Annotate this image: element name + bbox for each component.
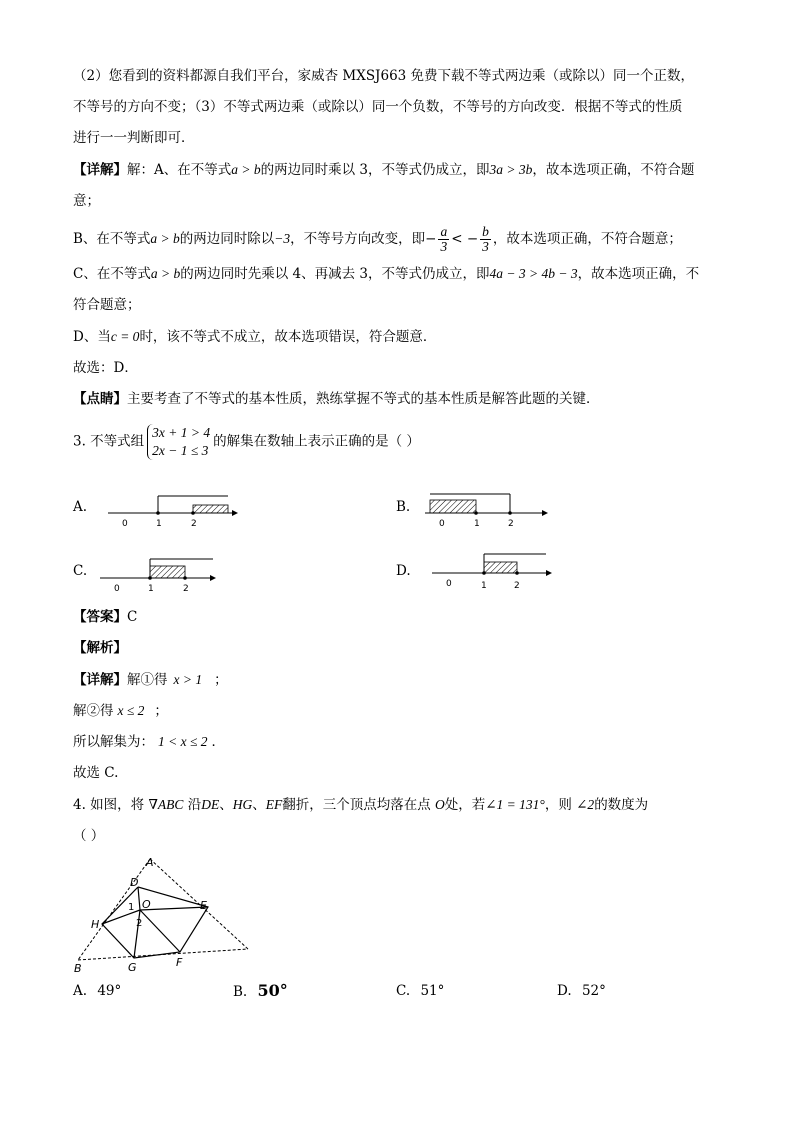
option-label: D. bbox=[557, 983, 572, 999]
text: 翻折，三个顶点均落在点 bbox=[282, 797, 435, 813]
text-line: 进行一一判断即可． bbox=[73, 130, 195, 146]
point bbox=[148, 576, 152, 580]
math: EF bbox=[265, 797, 283, 812]
arrow bbox=[546, 570, 552, 576]
hatched-region bbox=[193, 505, 228, 513]
question-4 bbox=[73, 795, 648, 815]
label-2: 2 bbox=[136, 918, 143, 929]
option-value: 51° bbox=[420, 983, 445, 999]
text-line: 故选 C. bbox=[73, 765, 119, 781]
text: 主要考查了不等式的基本性质，熟练掌握不等式的基本性质是解答此题的关键． bbox=[127, 391, 600, 407]
tick-label: 0 bbox=[446, 579, 452, 589]
segment-fo bbox=[140, 910, 180, 952]
eq1: 3x + 1 > 4 bbox=[152, 425, 211, 440]
hatched-region bbox=[150, 566, 185, 578]
label-a: A bbox=[146, 856, 154, 869]
math: HG bbox=[232, 797, 253, 812]
text: 的数度为 bbox=[594, 797, 649, 813]
question-3 bbox=[73, 424, 420, 460]
option-label: C. bbox=[396, 983, 411, 999]
number-line-c bbox=[96, 552, 226, 596]
option-b-label: B. bbox=[396, 499, 411, 515]
geometry-figure bbox=[70, 852, 255, 977]
option-c-label: C. bbox=[73, 563, 88, 579]
math: a > b bbox=[150, 266, 181, 281]
option-a-label: A. bbox=[73, 499, 88, 515]
math: a > b bbox=[231, 162, 261, 177]
detail-tag: 【详解】 bbox=[73, 162, 127, 178]
detail-d bbox=[73, 327, 436, 347]
math: x > 1 bbox=[173, 672, 203, 687]
answer-tag: 【答案】 bbox=[73, 609, 127, 625]
text: B、在不等式 bbox=[73, 231, 151, 247]
fraction bbox=[438, 225, 449, 254]
text-line: 意； bbox=[73, 193, 100, 209]
comment-line bbox=[73, 389, 600, 409]
tick-label: 1 bbox=[148, 584, 154, 594]
math: ∠1 = 131° bbox=[485, 797, 545, 812]
detail-b bbox=[73, 225, 682, 254]
text: C、在不等式 bbox=[73, 266, 151, 282]
answer-line bbox=[73, 607, 137, 627]
point bbox=[515, 571, 519, 575]
point bbox=[183, 576, 187, 580]
eq2: 2x − 1 ≤ 3 bbox=[152, 443, 209, 458]
denominator: 3 bbox=[440, 239, 448, 254]
point bbox=[156, 511, 160, 515]
point bbox=[482, 571, 486, 575]
label-f: F bbox=[176, 956, 183, 969]
text: ，故本选项正确，不符合题 bbox=[532, 162, 695, 178]
tick-label: 2 bbox=[508, 519, 514, 529]
text: ，故本选项正确，不符合题意； bbox=[492, 231, 682, 247]
hatched-region bbox=[430, 500, 476, 513]
number-line-a bbox=[100, 488, 240, 530]
point bbox=[191, 511, 195, 515]
math: DE bbox=[201, 797, 220, 812]
answer: C bbox=[127, 609, 138, 625]
tick-label: 0 bbox=[439, 519, 445, 529]
q4-option-a bbox=[73, 983, 121, 999]
text: 的两边同时除以 bbox=[179, 231, 275, 247]
text-line: （ ） bbox=[73, 828, 105, 844]
option-label: A. bbox=[73, 983, 88, 999]
text: 处，若 bbox=[444, 797, 486, 813]
label-1: 1 bbox=[128, 902, 135, 913]
hatched-region bbox=[484, 562, 517, 573]
tick-label: 2 bbox=[183, 584, 189, 594]
text: 沿 bbox=[183, 797, 202, 813]
label-e: E bbox=[200, 899, 207, 912]
comment-tag: 【点睛】 bbox=[73, 391, 127, 407]
option-value: 52° bbox=[581, 983, 606, 999]
inequality-system bbox=[147, 424, 210, 460]
tick-label: 0 bbox=[114, 584, 120, 594]
text: 的两边同时先乘以 4、再减去 3，不等式仍成立，即 bbox=[180, 266, 490, 282]
analysis-tag: 【解析】 bbox=[73, 640, 127, 656]
math: O bbox=[435, 797, 445, 812]
arrow bbox=[542, 510, 548, 516]
arrow bbox=[232, 510, 238, 516]
solution-3 bbox=[73, 732, 225, 752]
numerator: a bbox=[440, 224, 448, 239]
solution-2 bbox=[73, 701, 168, 721]
text: 所以解集为： bbox=[73, 734, 154, 750]
point bbox=[508, 511, 512, 515]
number-line-d bbox=[428, 550, 558, 596]
q4-option-c bbox=[396, 983, 444, 999]
point bbox=[474, 511, 478, 515]
text-line: （2）您看到的资料都源自我们平台，家威杏 MXSJ663 免费下载不等式两边乘（或除以）同一个正数， bbox=[73, 68, 695, 84]
text: 解①得 bbox=[127, 672, 168, 688]
text-line: 符合题意； bbox=[73, 297, 141, 313]
text: ． bbox=[211, 734, 226, 750]
text: D、当 bbox=[73, 329, 111, 345]
option-value: 49° bbox=[97, 983, 122, 999]
segment-do bbox=[138, 887, 140, 910]
text: 解：A、在不等式 bbox=[127, 162, 232, 178]
arrow bbox=[210, 575, 216, 581]
text: 解②得 bbox=[73, 703, 114, 719]
q4-option-d bbox=[557, 983, 606, 999]
math: a > b bbox=[150, 231, 180, 246]
math: −3 bbox=[274, 231, 291, 246]
text: 、 bbox=[252, 797, 266, 813]
label-b: B bbox=[74, 962, 82, 975]
text: ，则 bbox=[544, 797, 577, 813]
q4-option-b bbox=[233, 981, 288, 1000]
option-value: 50° bbox=[257, 981, 288, 1000]
detail-c bbox=[73, 264, 699, 284]
tick-label: 1 bbox=[156, 519, 162, 529]
number-line-b bbox=[420, 486, 550, 530]
text: 的两边同时乘以 3，不等式仍成立，即 bbox=[260, 162, 490, 178]
tick-label: 1 bbox=[481, 581, 487, 591]
detail-a bbox=[73, 160, 694, 180]
option-d-label: D. bbox=[396, 563, 411, 579]
dashed-edge-ab bbox=[78, 859, 150, 960]
tick-label: 2 bbox=[191, 519, 197, 529]
text-line: 故选：D． bbox=[73, 360, 138, 376]
math: 3a > 3b bbox=[489, 162, 533, 177]
text: ； bbox=[154, 703, 168, 719]
text: ； bbox=[214, 672, 228, 688]
math: 1 < x ≤ 2 bbox=[158, 734, 208, 749]
solution-1 bbox=[73, 670, 228, 690]
tick-label: 1 bbox=[474, 519, 480, 529]
tick-label: 2 bbox=[514, 581, 520, 591]
label-h: H bbox=[91, 918, 100, 931]
tick-label: 0 bbox=[122, 519, 128, 529]
label-o: O bbox=[142, 898, 151, 911]
text: ，不等号方向改变，即 bbox=[290, 231, 426, 247]
text-line: 不等号的方向不变；（3）不等式两边乘（或除以）同一个负数，不等号的方向改变．根据不等式的性质 bbox=[73, 99, 683, 115]
math: ∇ABC bbox=[148, 797, 184, 812]
math: 4a − 3 > 4b − 3 bbox=[489, 266, 578, 281]
math: c = 0 bbox=[110, 329, 140, 344]
denominator: 3 bbox=[482, 239, 489, 254]
text: 、 bbox=[219, 797, 233, 813]
numerator: b bbox=[482, 224, 489, 239]
math: < − bbox=[451, 231, 479, 247]
math: x ≤ 2 bbox=[117, 703, 145, 718]
label-d: D bbox=[130, 876, 139, 889]
math: ∠2 bbox=[576, 797, 595, 812]
fraction bbox=[480, 225, 491, 254]
q3-prefix: 3. 不等式组 bbox=[73, 433, 145, 450]
math: − bbox=[425, 231, 437, 247]
q3-suffix: 的解集在数轴上表示正确的是（ ） bbox=[213, 433, 420, 450]
label-g: G bbox=[128, 961, 137, 974]
option-label: B. bbox=[233, 984, 248, 1000]
text: 4. 如图，将 bbox=[73, 797, 149, 813]
detail-tag: 【详解】 bbox=[73, 672, 127, 688]
text: ，故本选项正确，不 bbox=[577, 266, 700, 282]
text: 时，该不等式不成立，故本选项错误，符合题意． bbox=[139, 329, 437, 345]
